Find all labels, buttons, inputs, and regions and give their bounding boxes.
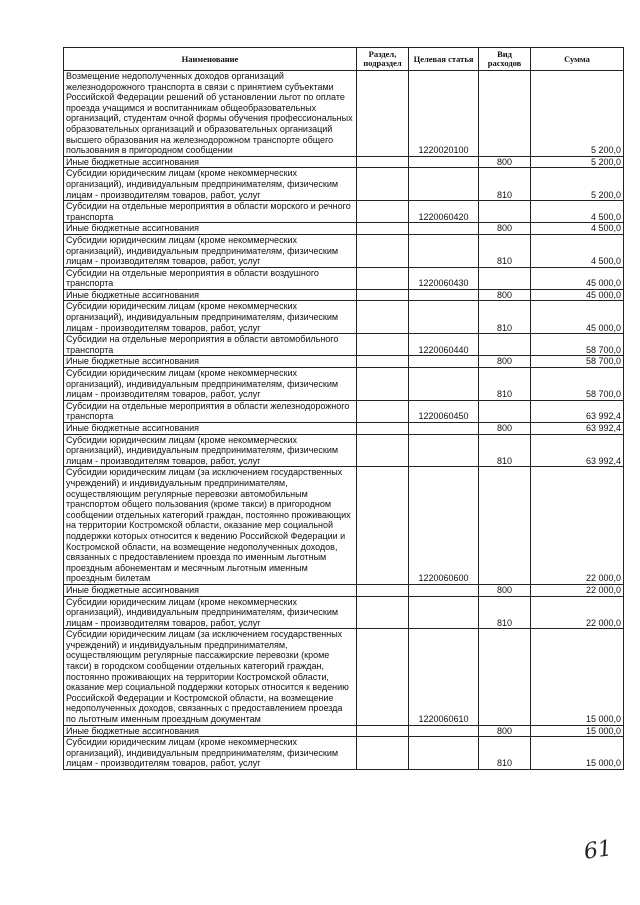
row-expense-kind: 800 — [479, 156, 531, 168]
row-name: Субсидии на отдельные мероприятия в области железнодорожного транспорта — [64, 400, 357, 422]
row-name: Иные бюджетные ассигнования — [64, 289, 357, 301]
header-sum: Сумма — [531, 48, 624, 71]
row-name: Иные бюджетные ассигнования — [64, 725, 357, 737]
row-section — [357, 725, 409, 737]
row-sum: 4 500,0 — [531, 234, 624, 267]
table-row — [64, 725, 624, 737]
table-row — [64, 737, 624, 770]
table-row — [64, 267, 624, 289]
row-section — [357, 71, 409, 157]
budget-table — [63, 47, 624, 770]
row-target-item — [409, 356, 479, 368]
row-expense-kind: 810 — [479, 596, 531, 629]
row-name: Иные бюджетные ассигнования — [64, 223, 357, 235]
row-sum: 63 992,4 — [531, 434, 624, 467]
row-section — [357, 737, 409, 770]
row-target-item: 1220020100 — [409, 71, 479, 157]
row-section — [357, 168, 409, 201]
row-section — [357, 629, 409, 725]
table-row — [64, 289, 624, 301]
row-expense-kind: 800 — [479, 356, 531, 368]
table-row — [64, 434, 624, 467]
row-target-item: 1220060430 — [409, 267, 479, 289]
row-expense-kind: 800 — [479, 423, 531, 435]
row-name: Субсидии юридическим лицам (за исключением государственных учреждений) и индивидуальным предпринимателям, осуществляющим регулярные перевозки автомобильным транспортом общего пользования (кроме такси) в пригородном сообщении отдельных категорий граждан, постоянно проживающих на территории Костромской области, оказание мер социальной поддержки которых относится к ведению Российской Федерации и Костромской области, на возмещение недополученных доходов, связанных с предоставлением проезда по именным льготным проездным абонементам и месячным льготным именным проездным билетам — [64, 467, 357, 585]
row-name: Субсидии юридическим лицам (за исключением государственных учреждений) и индивидуальным предпринимателям, осуществляющим регулярные пассажирские перевозки (кроме такси) в городском сообщении отдельных категорий граждан, постоянно проживающих на территории Костромской области, оказание мер социальной поддержки которых относится к ведению Российской Федерации и Костромской области, на возмещение недополученных доходов, связанных с предоставлением проезда по льготным именным проездным документам — [64, 629, 357, 725]
header-expense-kind: Вид расходов — [479, 48, 531, 71]
row-expense-kind: 810 — [479, 737, 531, 770]
row-target-item — [409, 156, 479, 168]
row-expense-kind: 810 — [479, 368, 531, 401]
row-section — [357, 201, 409, 223]
row-target-item — [409, 725, 479, 737]
row-sum: 45 000,0 — [531, 301, 624, 334]
header-target-item: Целевая статья — [409, 48, 479, 71]
row-sum: 5 200,0 — [531, 156, 624, 168]
row-expense-kind — [479, 629, 531, 725]
table-row — [64, 356, 624, 368]
row-expense-kind: 800 — [479, 725, 531, 737]
row-section — [357, 223, 409, 235]
table-row — [64, 629, 624, 725]
row-expense-kind: 810 — [479, 434, 531, 467]
row-expense-kind: 800 — [479, 223, 531, 235]
row-expense-kind — [479, 467, 531, 585]
row-target-item — [409, 368, 479, 401]
row-sum: 15 000,0 — [531, 737, 624, 770]
row-target-item: 1220060440 — [409, 334, 479, 356]
row-target-item: 1220060420 — [409, 201, 479, 223]
row-section — [357, 467, 409, 585]
row-section — [357, 596, 409, 629]
row-section — [357, 356, 409, 368]
row-expense-kind — [479, 201, 531, 223]
row-target-item — [409, 434, 479, 467]
row-name: Иные бюджетные ассигнования — [64, 156, 357, 168]
table-row — [64, 423, 624, 435]
row-target-item: 1220060600 — [409, 467, 479, 585]
row-sum: 15 000,0 — [531, 629, 624, 725]
row-target-item — [409, 168, 479, 201]
row-target-item — [409, 289, 479, 301]
table-row — [64, 223, 624, 235]
header-section: Раздел, подраздел — [357, 48, 409, 71]
row-name: Иные бюджетные ассигнования — [64, 423, 357, 435]
row-section — [357, 289, 409, 301]
row-name: Иные бюджетные ассигнования — [64, 356, 357, 368]
row-name: Субсидии юридическим лицам (кроме некоммерческих организаций), индивидуальным предпринимателям, физическим лицам - производителям товаров, работ, услуг — [64, 368, 357, 401]
row-expense-kind — [479, 267, 531, 289]
row-sum: 58 700,0 — [531, 334, 624, 356]
row-sum: 4 500,0 — [531, 201, 624, 223]
row-expense-kind: 800 — [479, 289, 531, 301]
row-sum: 63 992,4 — [531, 423, 624, 435]
page-number: 61 — [582, 836, 614, 865]
row-expense-kind: 810 — [479, 168, 531, 201]
row-section — [357, 584, 409, 596]
row-section — [357, 434, 409, 467]
table-row — [64, 368, 624, 401]
row-sum: 5 200,0 — [531, 71, 624, 157]
table-row — [64, 334, 624, 356]
row-section — [357, 156, 409, 168]
row-sum: 22 000,0 — [531, 584, 624, 596]
row-target-item: 1220060610 — [409, 629, 479, 725]
row-target-item — [409, 584, 479, 596]
row-name: Субсидии юридическим лицам (кроме некоммерческих организаций), индивидуальным предпринимателям, физическим лицам - производителям товаров, работ, услуг — [64, 168, 357, 201]
row-name: Субсидии на отдельные мероприятия в области морского и речного транспорта — [64, 201, 357, 223]
table-row — [64, 301, 624, 334]
row-name: Субсидии на отдельные мероприятия в области воздушного транспорта — [64, 267, 357, 289]
table-row — [64, 156, 624, 168]
row-sum: 45 000,0 — [531, 289, 624, 301]
table-row — [64, 596, 624, 629]
row-expense-kind: 810 — [479, 234, 531, 267]
row-name: Субсидии юридическим лицам (кроме некоммерческих организаций), индивидуальным предпринимателям, физическим лицам - производителям товаров, работ, услуг — [64, 737, 357, 770]
row-name: Субсидии на отдельные мероприятия в области автомобильного транспорта — [64, 334, 357, 356]
row-section — [357, 400, 409, 422]
table-row — [64, 234, 624, 267]
row-sum: 63 992,4 — [531, 400, 624, 422]
row-section — [357, 334, 409, 356]
row-name: Субсидии юридическим лицам (кроме некоммерческих организаций), индивидуальным предпринимателям, физическим лицам - производителям товаров, работ, услуг — [64, 234, 357, 267]
table-row — [64, 584, 624, 596]
row-expense-kind: 800 — [479, 584, 531, 596]
row-sum: 45 000,0 — [531, 267, 624, 289]
row-name: Субсидии юридическим лицам (кроме некоммерческих организаций), индивидуальным предпринимателям, физическим лицам - производителям товаров, работ, услуг — [64, 301, 357, 334]
table-row — [64, 168, 624, 201]
row-target-item: 1220060450 — [409, 400, 479, 422]
table-header-row — [64, 48, 624, 71]
table-row — [64, 467, 624, 585]
row-sum: 22 000,0 — [531, 467, 624, 585]
row-sum: 4 500,0 — [531, 223, 624, 235]
row-expense-kind — [479, 400, 531, 422]
row-section — [357, 368, 409, 401]
row-expense-kind — [479, 71, 531, 157]
row-sum: 5 200,0 — [531, 168, 624, 201]
row-target-item — [409, 223, 479, 235]
table-row — [64, 400, 624, 422]
row-target-item — [409, 301, 479, 334]
row-name: Субсидии юридическим лицам (кроме некоммерческих организаций), индивидуальным предпринимателям, физическим лицам - производителям товаров, работ, услуг — [64, 596, 357, 629]
row-section — [357, 234, 409, 267]
row-target-item — [409, 234, 479, 267]
header-name: Наименование — [64, 48, 357, 71]
row-sum: 15 000,0 — [531, 725, 624, 737]
table-row — [64, 201, 624, 223]
row-sum: 22 000,0 — [531, 596, 624, 629]
row-target-item — [409, 423, 479, 435]
row-target-item — [409, 596, 479, 629]
row-section — [357, 423, 409, 435]
row-expense-kind — [479, 334, 531, 356]
row-target-item — [409, 737, 479, 770]
row-sum: 58 700,0 — [531, 356, 624, 368]
row-expense-kind: 810 — [479, 301, 531, 334]
row-name: Субсидии юридическим лицам (кроме некоммерческих организаций), индивидуальным предпринимателям, физическим лицам - производителям товаров, работ, услуг — [64, 434, 357, 467]
row-name: Иные бюджетные ассигнования — [64, 584, 357, 596]
row-sum: 58 700,0 — [531, 368, 624, 401]
row-section — [357, 301, 409, 334]
table-row — [64, 71, 624, 157]
row-name: Возмещение недополученных доходов организаций железнодорожного транспорта в связи с принятием субъектами Российской Федерации решений об установлении льгот по оплате проезда учащимся и воспитанникам общеобразовательных организаций, студентам очной формы обучения профессиональных образовательных организаций и образовательных организаций высшего образования на железнодорожном транспорте общего пользования в пригородном сообщении — [64, 71, 357, 157]
row-section — [357, 267, 409, 289]
